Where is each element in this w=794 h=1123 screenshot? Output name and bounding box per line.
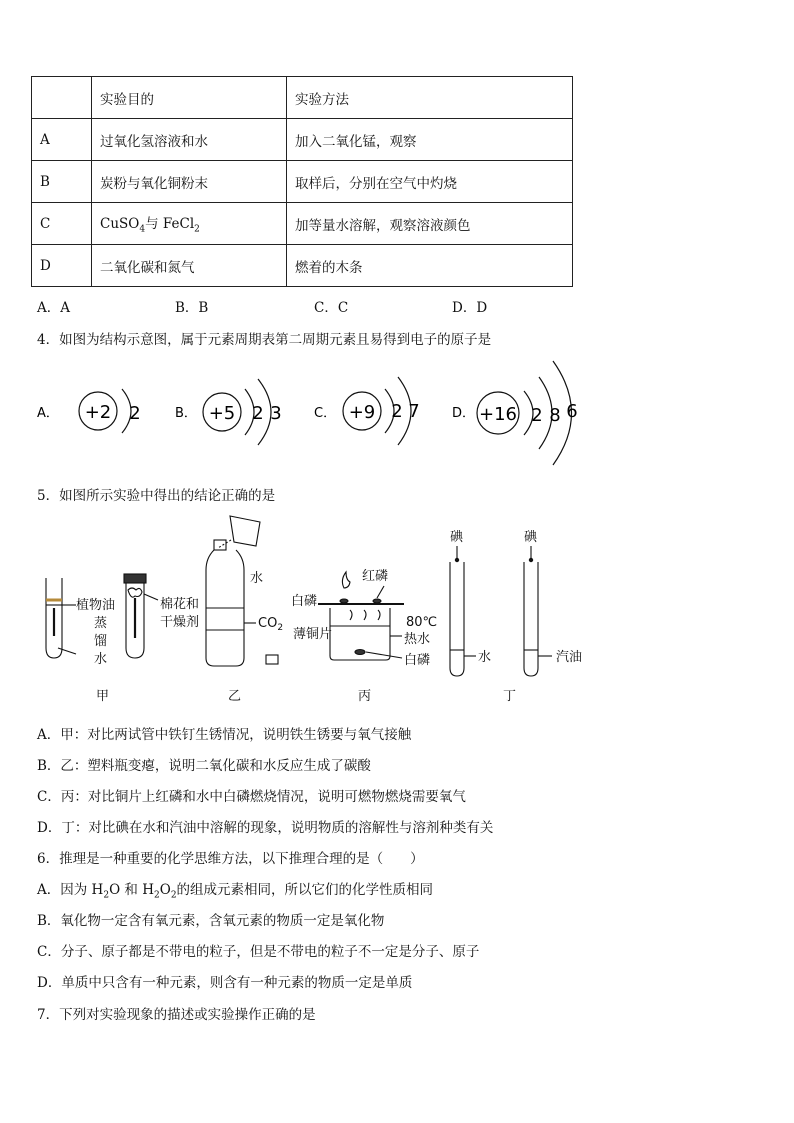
label-red-phosphorus: 红磷 xyxy=(362,569,389,584)
q6-option-c[interactable]: C．分子、原子都是不带电的粒子，但是不带电的粒子不一定是分子、原子 xyxy=(37,944,480,960)
row-purpose xyxy=(92,203,287,245)
nucleus-charge: +9 xyxy=(348,402,376,423)
label-white-phosphorus: 白磷 xyxy=(404,653,431,668)
formula-subscript: 2 xyxy=(103,890,110,901)
atom-option-label: C． xyxy=(314,406,337,421)
nucleus-charge: +2 xyxy=(84,402,112,423)
shell-electrons: 6 xyxy=(566,401,578,422)
q5-option-a[interactable]: A．甲：对比两试管中铁钉生锈情况，说明铁生锈要与氧气接触 xyxy=(37,727,412,743)
text-part: O 和 H xyxy=(109,882,154,898)
q5-option-d[interactable]: D．丁：对比碘在水和汽油中溶解的现象，说明物质的溶解性与溶剂种类有关 xyxy=(37,820,494,836)
table-row xyxy=(32,245,573,287)
label-co2: $CO_2$ xyxy=(258,616,284,633)
cotton-desiccant xyxy=(128,588,142,597)
row-method: 取样后，分别在空气中灼烧 xyxy=(287,161,573,203)
caption-bing: 丙 xyxy=(358,689,372,704)
leader-line xyxy=(144,594,158,600)
label-iodine: 碘 xyxy=(524,530,538,545)
row-purpose: 过氧化氢溶液和水 xyxy=(92,119,287,161)
table-header-cell: 实验方法 xyxy=(287,77,573,119)
formula-subscript: 2 xyxy=(170,890,177,901)
atom-option-label: D． xyxy=(452,406,476,421)
formula-subscript: 4 xyxy=(139,224,146,235)
text-part: 的组成元素相同，所以它们的化学性质相同 xyxy=(176,882,434,898)
atom-option-label: B． xyxy=(175,406,197,421)
q6-option-b[interactable]: B．氧化物一定含有氧元素，含氧元素的物质一定是氧化物 xyxy=(37,913,385,929)
shell-electrons: 2 xyxy=(129,403,141,424)
text-part: O xyxy=(159,882,171,898)
option-a[interactable]: A．A xyxy=(37,300,70,316)
water-stream xyxy=(218,540,231,548)
label-gasoline: 汽油 xyxy=(556,650,583,665)
row-method: 加等量水溶解，观察溶液颜色 xyxy=(287,203,573,245)
option-b[interactable]: B．B xyxy=(175,300,209,316)
formula-subscript: 2 xyxy=(154,890,160,901)
row-label: B xyxy=(32,161,92,203)
shell-electrons: 3 xyxy=(270,403,282,424)
row-label: A xyxy=(32,119,92,161)
row-method: 加入二氧化锰，观察 xyxy=(287,119,573,161)
beaker xyxy=(230,516,260,546)
shell-electrons: 7 xyxy=(408,401,420,422)
label-cotton: 干燥剂 xyxy=(160,615,200,630)
white-phosphorus xyxy=(340,599,348,603)
option-d[interactable]: D．D xyxy=(452,300,488,316)
label-hot-water: 热水 xyxy=(404,632,431,647)
label-water: 蒸 xyxy=(94,616,108,631)
shell-electrons: 2 xyxy=(531,405,543,426)
q7-stem: 7．下列对实验现象的描述或实验操作正确的是 xyxy=(37,1007,316,1023)
iodine-particle xyxy=(455,558,459,562)
q6-option-a[interactable] xyxy=(37,878,433,901)
table-row xyxy=(32,203,573,245)
q6-stem: 6．推理是一种重要的化学思维方法，以下推理合理的是（ ） xyxy=(37,851,424,867)
row-label: C xyxy=(32,203,92,245)
caption-yi: 乙 xyxy=(228,689,242,704)
q5-option-b[interactable]: B．乙：塑料瓶变瘪，说明二氧化碳和水反应生成了碳酸 xyxy=(37,758,371,774)
flame-icon xyxy=(342,572,350,588)
table-header-cell: 实验目的 xyxy=(92,77,287,119)
table-header-cell xyxy=(32,77,92,119)
label-temperature: 80℃ xyxy=(406,615,438,630)
formula-subscript: 2 xyxy=(194,224,200,235)
label-copper-plate: 薄铜片 xyxy=(293,627,333,642)
nucleus-charge: +16 xyxy=(479,404,517,425)
q5-option-c[interactable]: C．丙：对比铜片上红磷和水中白磷燃烧情况，说明可燃物燃烧需要氧气 xyxy=(37,789,466,805)
test-tube xyxy=(450,562,464,676)
bottle-cap xyxy=(266,655,278,664)
row-purpose: 炭粉与氧化铜粉末 xyxy=(92,161,287,203)
q4-stem: 4．如图为结构示意图，属于元素周期表第二周期元素且易得到电子的原子是 xyxy=(37,332,492,348)
leader-line xyxy=(366,652,402,658)
label-water: 馏 xyxy=(94,634,108,649)
label-iodine: 碘 xyxy=(450,530,464,545)
q3-options xyxy=(37,296,637,316)
text-part: A．因为 H xyxy=(37,882,104,898)
caption-ding: 丁 xyxy=(503,689,517,704)
shell-electrons: 8 xyxy=(549,405,561,426)
white-phosphorus-in-water xyxy=(355,650,365,655)
red-phosphorus xyxy=(373,599,381,603)
rubber-stopper xyxy=(124,574,146,583)
label-water: 水 xyxy=(94,652,108,667)
row-purpose: 二氧化碳和氮气 xyxy=(92,245,287,287)
table-row xyxy=(32,119,573,161)
label-oil: 植物油 xyxy=(76,598,116,613)
table-row xyxy=(32,161,573,203)
smoke-lines xyxy=(350,610,380,620)
nucleus-charge: +5 xyxy=(208,403,236,424)
q6-option-d[interactable]: D．单质中只含有一种元素，则含有一种元素的物质一定是单质 xyxy=(37,975,413,991)
atom-option-label: A． xyxy=(37,406,59,421)
label-white-phosphorus: 白磷 xyxy=(291,594,318,609)
experiment-table xyxy=(31,76,573,287)
label-cotton: 棉花和 xyxy=(160,597,200,612)
formula-part: CuSO xyxy=(100,216,140,233)
formula-part: 与 FeCl xyxy=(145,216,195,233)
leader-line xyxy=(377,586,384,598)
test-tube xyxy=(524,562,538,676)
label-water: 水 xyxy=(478,650,492,665)
row-method: 燃着的木条 xyxy=(287,245,573,287)
atom-structure-diagrams xyxy=(0,355,794,470)
iodine-particle xyxy=(529,558,533,562)
shell-electrons: 2 xyxy=(252,403,264,424)
table-header-row xyxy=(32,77,573,119)
experiment-figure xyxy=(0,508,794,708)
q5-stem: 5．如图所示实验中得出的结论正确的是 xyxy=(37,488,276,504)
bottle-neck xyxy=(214,540,226,550)
row-label: D xyxy=(32,245,92,287)
label-water: 水 xyxy=(250,571,264,586)
shell-electrons: 2 xyxy=(391,401,403,422)
caption-jia: 甲 xyxy=(96,689,110,704)
option-c[interactable]: C．C xyxy=(314,300,349,316)
